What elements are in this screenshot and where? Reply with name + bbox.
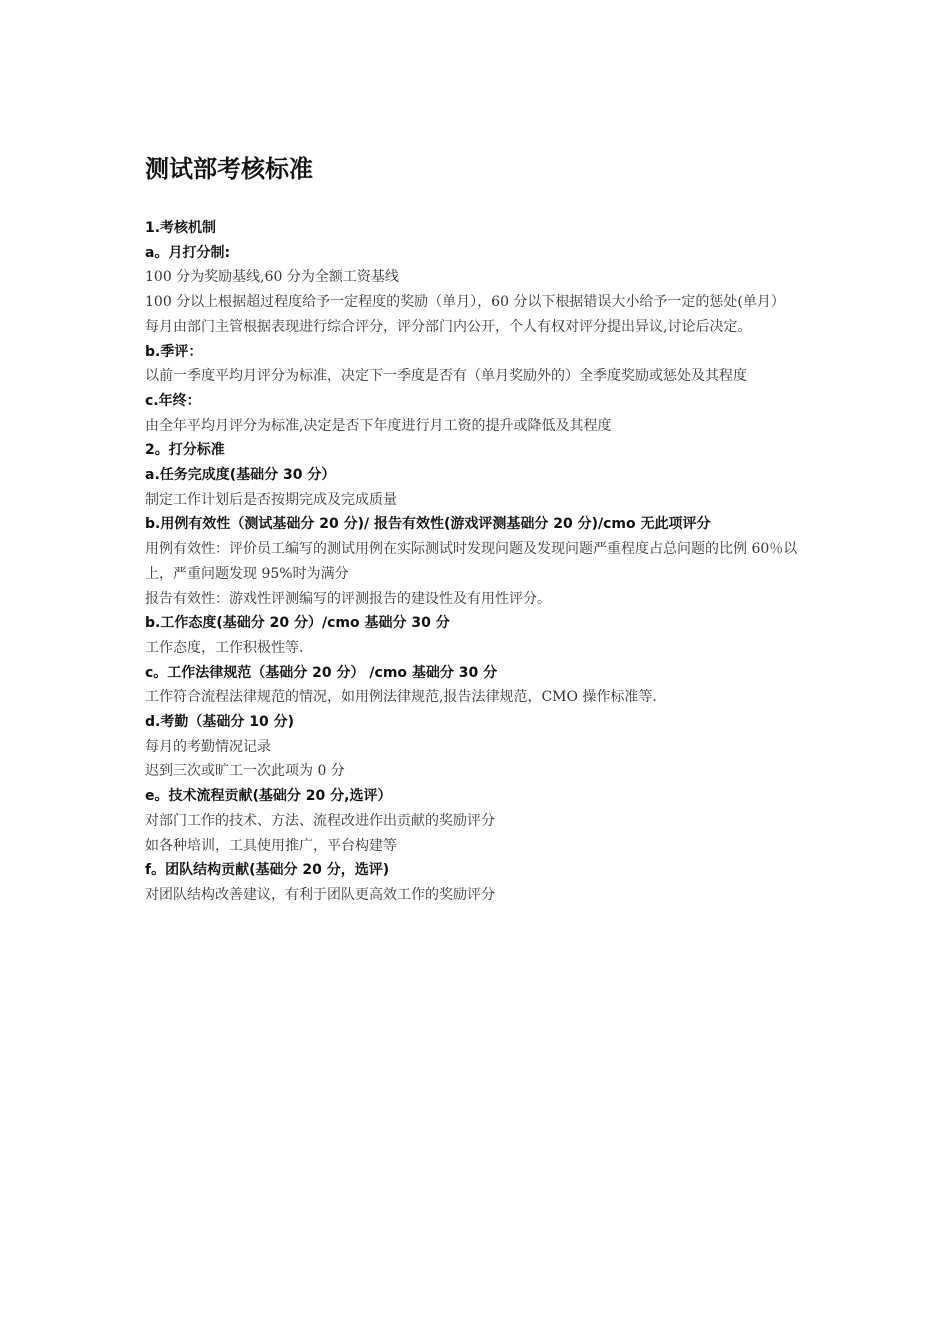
paragraph-text: 每月的考勤情况记录 bbox=[145, 738, 271, 755]
paragraph-text: 迟到三次或旷工一次此项为 0 分 bbox=[145, 763, 345, 780]
paragraph-text: 由全年平均月评分为标准,决定是否下年度进行月工资的提升或降低及其程度 bbox=[145, 417, 612, 434]
section-heading: b.工作态度(基础分 20 分）/cmo 基础分 30 分 bbox=[145, 615, 450, 632]
section-heading: 2。打分标准 bbox=[145, 442, 225, 459]
document-body bbox=[145, 152, 813, 908]
section-heading: b.用例有效性（测试基础分 20 分)/ 报告有效性(游戏评测基础分 20 分)/cmo 无此项评分 bbox=[145, 516, 711, 533]
paragraph-text: 工作态度，工作积极性等. bbox=[145, 639, 304, 656]
section-heading: c。工作法律规范（基础分 20 分） /cmo 基础分 30 分 bbox=[145, 664, 498, 681]
paragraph-text: 对团队结构改善建议，有利于团队更高效工作的奖励评分 bbox=[145, 886, 495, 903]
paragraph-text: 工作符合流程法律规范的情况，如用例法律规范,报告法律规范，CMO 操作标准等. bbox=[145, 689, 657, 706]
section-heading: a。月打分制: bbox=[145, 244, 231, 261]
section-heading: f。团队结构贡献(基础分 20 分，选评) bbox=[145, 862, 390, 879]
paragraph-text: 100 分以上根据超过程度给予一定程度的奖励（单月），60 分以下根据错误大小给予一定的惩处(单月） bbox=[145, 294, 785, 311]
paragraph-text: 用例有效性：评价员工编写的测试用例在实际测试时发现问题及发现问题严重程度占总问题的比例 60％以上，严重问题发现 95%时为满分 bbox=[145, 541, 798, 582]
document-content bbox=[145, 216, 813, 908]
paragraph-text: 制定工作计划后是否按期完成及完成质量 bbox=[145, 491, 397, 508]
section-heading: e。技术流程贡献(基础分 20 分,选评） bbox=[145, 788, 392, 805]
section-heading: c.年终： bbox=[145, 392, 201, 409]
paragraph-text: 100 分为奖励基线,60 分为全额工资基线 bbox=[145, 269, 399, 286]
paragraph-text: 每月由部门主管根据表现进行综合评分，评分部门内公开，个人有权对评分提出异议,讨论后决定。 bbox=[145, 318, 752, 335]
section-heading: 1.考核机制 bbox=[145, 220, 217, 236]
paragraph-text: 报告有效性：游戏性评测编写的评测报告的建设性及有用性评分。 bbox=[145, 590, 551, 607]
section-heading: b.季评： bbox=[145, 343, 203, 360]
section-heading: a.任务完成度(基础分 30 分） bbox=[145, 467, 336, 484]
paragraph-text: 以前一季度平均月评分为标准，决定下一季度是否有（单月奖励外的）全季度奖励或惩处及其程度 bbox=[145, 368, 747, 385]
section-heading: d.考勤（基础分 10 分) bbox=[145, 714, 294, 731]
paragraph-text: 如各种培训，工具使用推广，平台构建等 bbox=[145, 837, 397, 854]
paragraph-text: 对部门工作的技术、方法、流程改进作出贡献的奖励评分 bbox=[145, 812, 495, 829]
page-title: 测试部考核标准 bbox=[145, 155, 313, 183]
